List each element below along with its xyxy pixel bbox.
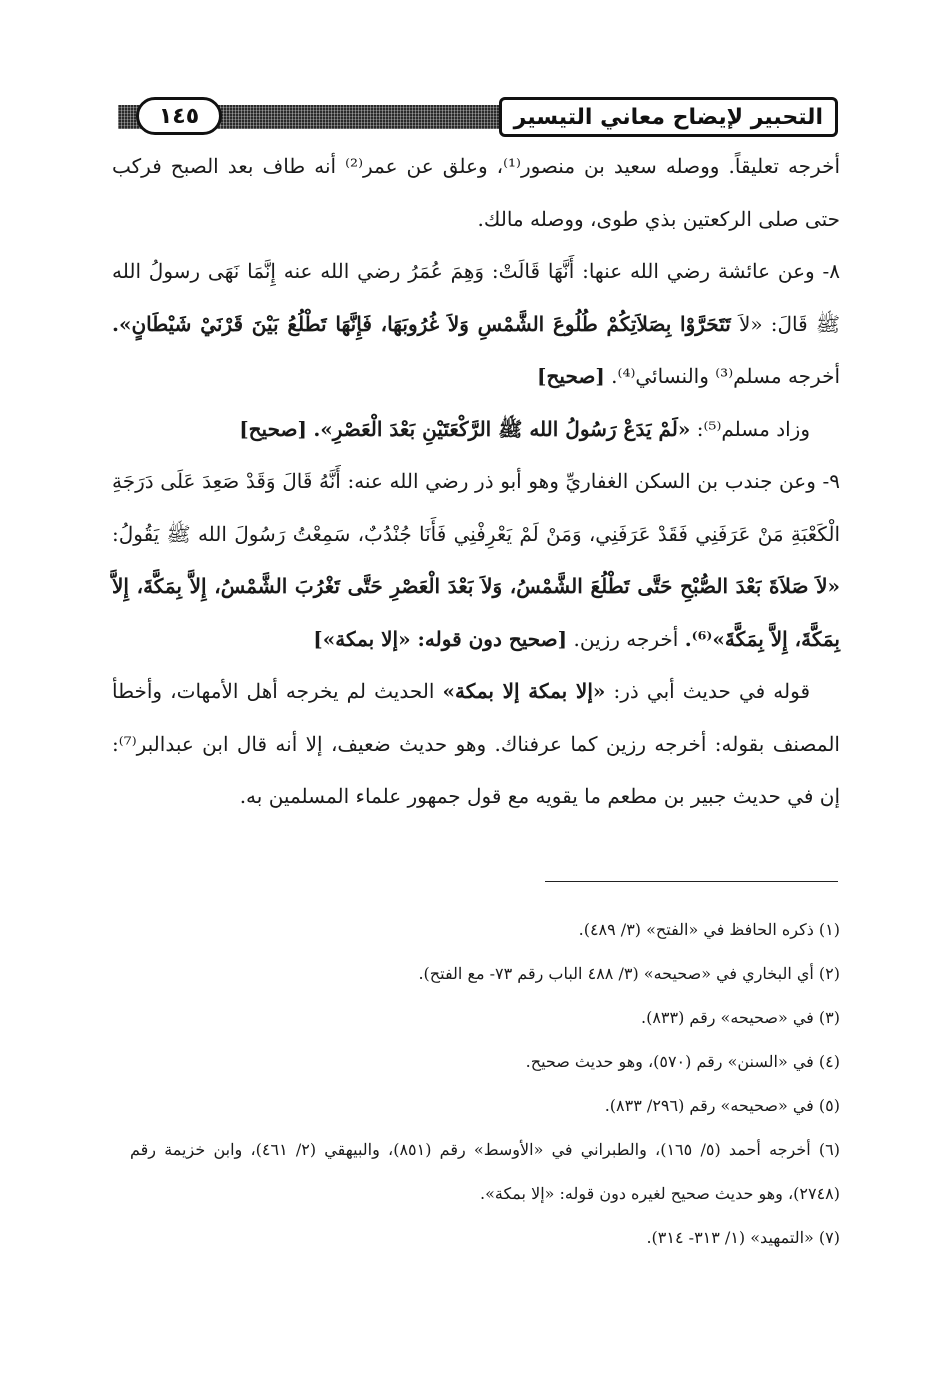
footnote-5: (٥) في «صحيحه» رقم (٢٩٦/ ٨٣٣). [604, 1096, 840, 1115]
footnote-3: (٣) في «صحيحه» رقم (٨٣٣). [640, 1008, 840, 1027]
muslim-addition-lead: وزاد مسلم⁽⁵⁾: [696, 416, 810, 441]
footnote-1: (١) ذكره الحافظ في «الفتح» (٣/ ٤٨٩). [578, 920, 840, 939]
main-text [112, 140, 840, 823]
footnote-2: (٢) أي البخاري في «صحيحه» (٣/ ٤٨٨ الباب رقم ٧٣- مع الفتح). [418, 964, 840, 983]
footnote-6: (٦) أخرجه أحمد (٥/ ١٦٥)، والطبراني في «الأوسط» رقم (٨٥١)، والبيهقي (٢/ ٤٦١)، وابن خزيمة رقم (٢٧٤٨)، وهو حديث صحيح لغيره دون قوله: «إلا بمكة». [130, 1140, 841, 1203]
hadith-9-grade: [صحيح دون قوله: «إلا بمكة»] [313, 626, 568, 651]
hadith-8-lead: ٨- وعن عائشة رضي الله عنها: أَنَّهَا قَالَتْ: وَهِمَ عُمَرُ رضي الله عنه إِنَّمَا نَهَى رسولُ الله ﷺ قَالَ: «لاَ [112, 259, 841, 336]
footnote-4: (٤) في «السنن» رقم (٥٧٠)، وهو حديث صحيح. [525, 1052, 840, 1071]
hadith-9-text: «لاَ صَلاَةَ بَعْدَ الصُّبْحِ حَتَّى تَطْلُعَ الشَّمْسُ، وَلاَ بَعْدَ الْعَصْرِ حَتَّى تَغْرُبَ الشَّمْسُ، إِلاَّ بِمَكَّةَ، إِلاَّ بِمَكَّةَ، إِلاَّ بِمَكَّةَ»⁽⁶⁾. [112, 574, 840, 651]
paragraph-1 [112, 140, 840, 245]
paragraph-commentary [112, 665, 840, 823]
muslim-addition-hadith: «لَمْ يَدَعْ رَسُولُ الله ﷺ الرَّكْعَتَيْنِ بَعْدَ الْعَصْرِ». [313, 416, 691, 441]
hadith-8-text: تَتَحَرَّوْا بِصَلاَتِكُمْ طُلُوعَ الشَّمْسِ وَلاَ غُرُوبَهَا، فَإِنَّهَا تَطْلُعُ بَيْنَ قَرْنَيْ شَيْطَانٍ». [112, 311, 731, 336]
footnote-separator [545, 881, 838, 882]
paragraph-hadith-8 [112, 245, 840, 403]
book-title: التحبير لإيضاح معاني التيسير [499, 97, 838, 137]
paragraph-hadith-9 [112, 455, 840, 665]
commentary-quote: «إلا بمكة إلا بمكة» [442, 679, 606, 703]
hadith-9-lead: ٩- وعن جندب بن السكن الغفاريِّ وهو أبو ذر رضي الله عنه: أَنَّهُ قَالَ وَقَدْ صَعِدَ عَلَى دَرَجَةِ الْكَعْبَةِ مَنْ عَرَفَنِي فَقَدْ عَرَفَنِي، وَمَنْ لَمْ يَعْرِفْنِي فَأَنَا جُنْدُبٌ، سَمِعْتُ رَسُولَ الله ﷺ يَقُولُ: [112, 469, 840, 546]
hadith-8-grade: [صحيح] [537, 364, 605, 388]
footnotes [130, 908, 840, 1260]
muslim-addition-grade: [صحيح] [239, 416, 307, 441]
paragraph-muslim-addition [112, 403, 840, 456]
hadith-9-source: أخرجه رزين. [573, 626, 679, 651]
footnote-7: (٧) «التمهيد» (١/ ٣١٣- ٣١٤). [646, 1228, 840, 1247]
page-header [118, 97, 838, 139]
paragraph-1-text: أخرجه تعليقاً. ووصله سعيد بن منصور⁽¹⁾، وعلق عن عمر⁽²⁾ أنه طاف بعد الصبح فركب حتى صلى الركعتين بذي طوى، ووصله مالك. [112, 154, 840, 231]
hadith-8-source: أخرجه مسلم⁽³⁾ والنسائي⁽⁴⁾. [611, 364, 840, 388]
commentary-rest: الحديث لم يخرجه أهل الأمهات، وأخطأ المصنف بقوله: أخرجه رزين كما عرفناك. وهو حديث ضعيف، إلا أنه قال ابن عبدالبر⁽⁷⁾: إن في حديث جبير بن مطعم ما يقويه مع قول جمهور علماء المسلمين به. [112, 679, 840, 808]
commentary-lead: قوله في حديث أبي ذر: [613, 679, 811, 703]
page-number: ١٤٥ [136, 97, 222, 135]
